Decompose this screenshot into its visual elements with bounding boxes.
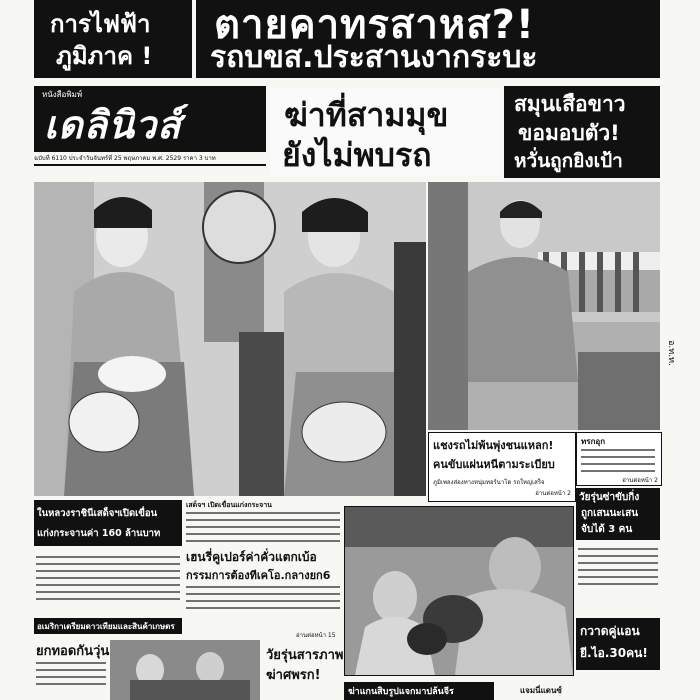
- right-headline-line1: สมุนเสือขาว: [514, 92, 626, 116]
- lower-left-sub-text: [36, 662, 106, 690]
- lower-left-body-text: [36, 556, 180, 605]
- middle-bottom-left-line1: วัยรุ่นสารภาพ: [266, 648, 344, 663]
- right-column-text: [578, 548, 658, 590]
- lower-left-headline-line2: แก่งกระจานค่า 160 ล้านบาท: [37, 528, 161, 539]
- lower-left-headline-line1: ในหลวงราชินีเสด็จฯเปิดเขื่อน: [37, 508, 158, 519]
- right-column-headline: [576, 488, 660, 540]
- center-headline-line2: ยังไม่พบรถ: [282, 136, 432, 174]
- caption-box-line2: คนขับแผ่นหนีตามระเบียบ: [433, 458, 555, 471]
- right-column-headline-line3: จับได้ 3 คน: [581, 524, 633, 535]
- bottom-strip-text: ฆ่าแกนสิบรูปแจกมาปล้นจีร: [348, 687, 454, 697]
- top-left-headline-line1: การไฟฟ้า: [50, 10, 151, 38]
- caption-box-small: ภูมิเพลงส่องทางหนุ่มทอร์นาโด รถใหญ่เสร็จ: [433, 479, 545, 486]
- right-lower-headline-line2: ยี.ไอ.30คน!: [580, 646, 648, 660]
- main-headline-line2: รถบขส.ประสานงากระบะ: [210, 40, 538, 75]
- right-column-headline-line2: ถูกเสนนะเสน: [581, 508, 639, 519]
- photo-lower-left: [110, 640, 260, 700]
- right-news-box-cont: อ่านต่อหน้า 2: [622, 477, 658, 484]
- paper-name-logo: เดลินิวส์: [44, 103, 182, 147]
- middle-bottom-left-line2: ฆ่าศพรก!: [266, 668, 321, 683]
- right-headline-line3: หวั่นถูกยิงเป้า: [514, 150, 623, 172]
- right-bottom-label: แจมนี่แดนซ์: [520, 686, 562, 695]
- bottom-strip: [344, 682, 494, 700]
- right-lower-headline: [576, 618, 660, 670]
- right-news-box: [576, 432, 662, 486]
- photo-side-label: อ.ท.ท.: [666, 340, 676, 366]
- photo-royal-visit: [34, 182, 426, 496]
- top-left-headline-block: [34, 0, 192, 78]
- photo-boxing: [344, 506, 574, 676]
- middle-column-label: เสด็จฯ เปิดเขื่อนแก่งกระจาน: [186, 501, 272, 509]
- caption-box-line1: แชงรถไม่พ้นพุ่งชนแหลก!: [433, 439, 554, 452]
- lower-left-strip-text: อเมริกาเตรียมดาวเทียมและสินค้าเกษตร: [37, 622, 175, 631]
- middle-cont: อ่านต่อหน้า 15: [296, 632, 336, 639]
- center-headline-block: [270, 88, 500, 176]
- right-news-box-text: [581, 449, 655, 477]
- lower-left-headline: [34, 500, 182, 546]
- right-headline-block: [504, 86, 660, 178]
- middle-column-text: [186, 586, 340, 614]
- middle-column-text-top: [186, 512, 340, 547]
- caption-box: [428, 432, 576, 502]
- main-headline-line1: ตายคาทรสาหส?!: [214, 2, 536, 48]
- top-left-headline-line2: ภูมิภาค !: [56, 42, 153, 70]
- right-news-box-title: ทรกอุก: [581, 437, 606, 446]
- main-headline-block: [196, 0, 660, 78]
- lower-left-strip: [34, 618, 182, 634]
- masthead-logo-block: [34, 86, 266, 152]
- paper-tag: หนังสือพิมพ์: [42, 90, 83, 99]
- issue-rule: [34, 164, 266, 166]
- center-headline-line1: ฆ่าที่สามมุข: [284, 96, 449, 134]
- caption-box-cont: อ่านต่อหน้า 2: [535, 490, 571, 497]
- middle-headline-line1: เฮนรี่คูเปอร์ค่าคั่วแตกเบ้อ: [186, 550, 317, 564]
- photo-king-opening: [428, 182, 660, 430]
- lower-left-subheadline: ยกทอดกันวุ่น: [36, 644, 110, 659]
- issue-line: ฉบับที่ 6110 ประจำวันจันทร์ที่ 25 พฤษภาคม พ.ศ. 2529 ราคา 3 บาท: [34, 155, 216, 162]
- middle-headline-line2: กรรมการต้องทีเคโอ.กลางยก6: [186, 569, 331, 582]
- right-lower-headline-line1: กวาดคู่แอน: [580, 624, 640, 638]
- right-column-headline-line1: วัยรุ่นซ่าขับกิ่ง: [579, 492, 640, 503]
- right-headline-line2: ขอมอบตัว!: [518, 121, 620, 145]
